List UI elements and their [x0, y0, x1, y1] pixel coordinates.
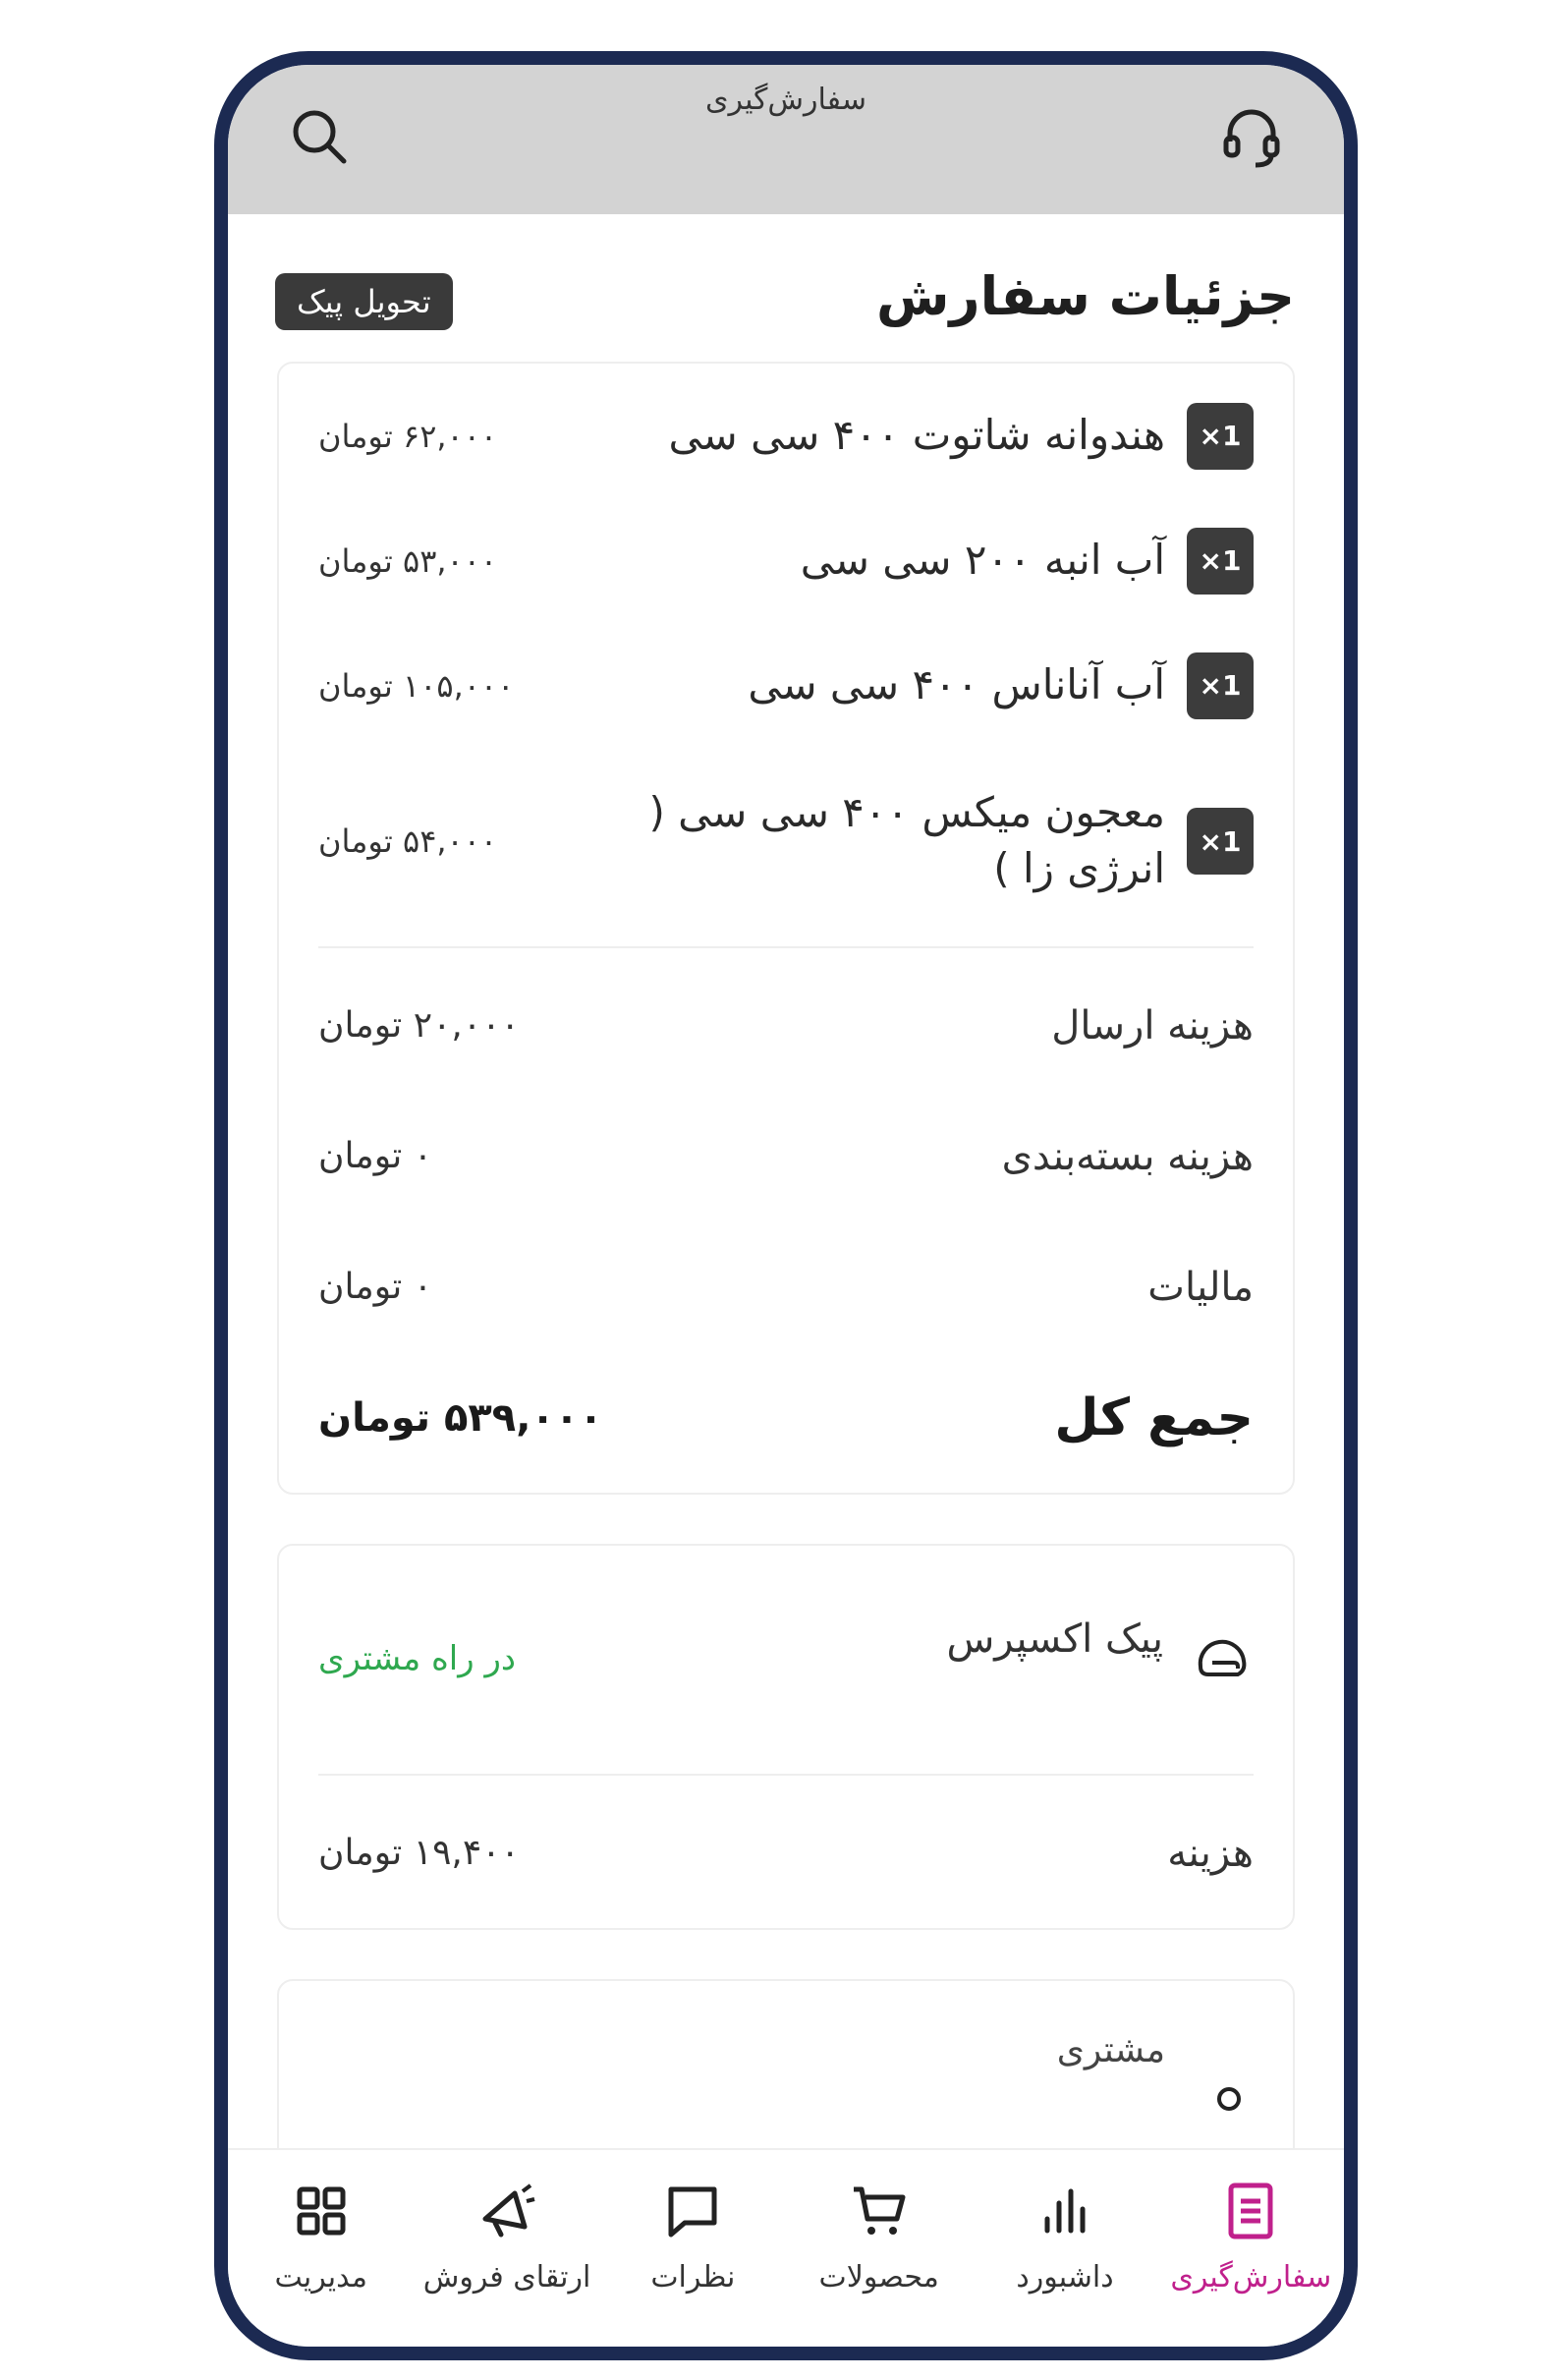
- packaging-cost-value: ۰ تومان: [318, 1136, 433, 1176]
- cart-icon: [848, 2180, 911, 2242]
- tax-value: ۰ تومان: [318, 1267, 433, 1307]
- list-item: [318, 623, 1254, 748]
- nav-item-products[interactable]: [786, 2150, 972, 2347]
- nav-item-management[interactable]: [228, 2150, 414, 2347]
- item-name: هندوانه شاتوت ۴۰۰ سی سی: [668, 411, 1165, 460]
- courier-cost-label: هزینه: [1167, 1830, 1254, 1876]
- app-screen: [228, 65, 1344, 2347]
- quantity-badge: ×1: [1187, 403, 1254, 470]
- shipping-cost-value: ۲۰,۰۰۰ تومان: [318, 1005, 520, 1046]
- page-header: [228, 214, 1344, 362]
- nav-label: ارتقای فروش: [422, 2260, 591, 2295]
- shipping-cost-row: [318, 960, 1254, 1091]
- quantity-badge: ×1: [1187, 528, 1254, 595]
- top-bar: [228, 65, 1344, 214]
- item-name: آب آناناس ۴۰۰ سی سی: [748, 660, 1165, 709]
- item-price: ۶۲,۰۰۰ تومان: [318, 417, 498, 455]
- courier-card: [277, 1544, 1295, 1930]
- item-price: ۱۰۵,۰۰۰ تومان: [318, 666, 515, 705]
- divider: [318, 1774, 1254, 1776]
- courier-cost-row: [318, 1787, 1254, 1918]
- headset-icon[interactable]: [1216, 102, 1287, 173]
- nav-item-dashboard[interactable]: [972, 2150, 1157, 2347]
- nav-item-orders[interactable]: [1158, 2150, 1344, 2347]
- helmet-icon: [1191, 1627, 1254, 1690]
- orders-icon: [1219, 2180, 1282, 2242]
- nav-label: محصولات: [818, 2260, 939, 2295]
- item-name: آب انبه ۲۰۰ سی سی: [800, 536, 1165, 585]
- app-title: سفارش‌گیری: [705, 83, 866, 117]
- page-title: جزئیات سفارش: [875, 265, 1295, 327]
- dashboard-icon: [1033, 2180, 1096, 2242]
- grid-icon: [290, 2180, 353, 2242]
- courier-status: در راه مشتری: [318, 1639, 517, 1678]
- megaphone-icon: [475, 2180, 538, 2242]
- total-row: [318, 1352, 1254, 1483]
- customer-label: مشتری: [1056, 2030, 1165, 2070]
- packaging-cost-label: هزینه بسته‌بندی: [1001, 1133, 1254, 1179]
- item-price: ۵۴,۰۰۰ تومان: [318, 822, 498, 860]
- nav-label: نظرات: [650, 2260, 736, 2295]
- item-price: ۵۳,۰۰۰ تومان: [318, 541, 498, 580]
- courier-row: [318, 1556, 1254, 1762]
- list-item: [318, 748, 1254, 935]
- nav-label: داشبورد: [1016, 2260, 1114, 2295]
- search-icon[interactable]: [285, 102, 356, 173]
- divider: [318, 946, 1254, 948]
- phone-frame: [214, 51, 1358, 2360]
- user-icon: [1204, 2079, 1254, 2128]
- delivery-type-badge: تحویل پیک: [275, 273, 453, 330]
- courier-name: پیک اکسپرس: [946, 1616, 1163, 1662]
- list-item: [318, 498, 1254, 623]
- tax-row: [318, 1221, 1254, 1352]
- packaging-cost-row: [318, 1091, 1254, 1221]
- tax-label: مالیات: [1147, 1264, 1254, 1310]
- nav-item-sales-boost[interactable]: [414, 2150, 599, 2347]
- item-name: معجون میکس ۴۰۰ سی سی ( انرژی زا ): [648, 788, 1165, 892]
- comment-icon: [661, 2180, 724, 2242]
- nav-label: مدیریت: [274, 2260, 367, 2295]
- nav-label: سفارش‌گیری: [1170, 2260, 1332, 2295]
- total-label: جمع کل: [1054, 1388, 1254, 1447]
- nav-item-comments[interactable]: [600, 2150, 786, 2347]
- shipping-cost-label: هزینه ارسال: [1051, 1002, 1254, 1048]
- order-details-content: [228, 214, 1344, 2150]
- total-value: ۵۳۹,۰۰۰ تومان: [318, 1394, 603, 1441]
- list-item: [318, 373, 1254, 498]
- quantity-badge: ×1: [1187, 808, 1254, 875]
- quantity-badge: ×1: [1187, 652, 1254, 719]
- courier-cost-value: ۱۹,۴۰۰ تومان: [318, 1833, 520, 1873]
- order-items-card: [277, 362, 1295, 1495]
- customer-card: [277, 1979, 1295, 2150]
- bottom-navigation: [228, 2148, 1344, 2347]
